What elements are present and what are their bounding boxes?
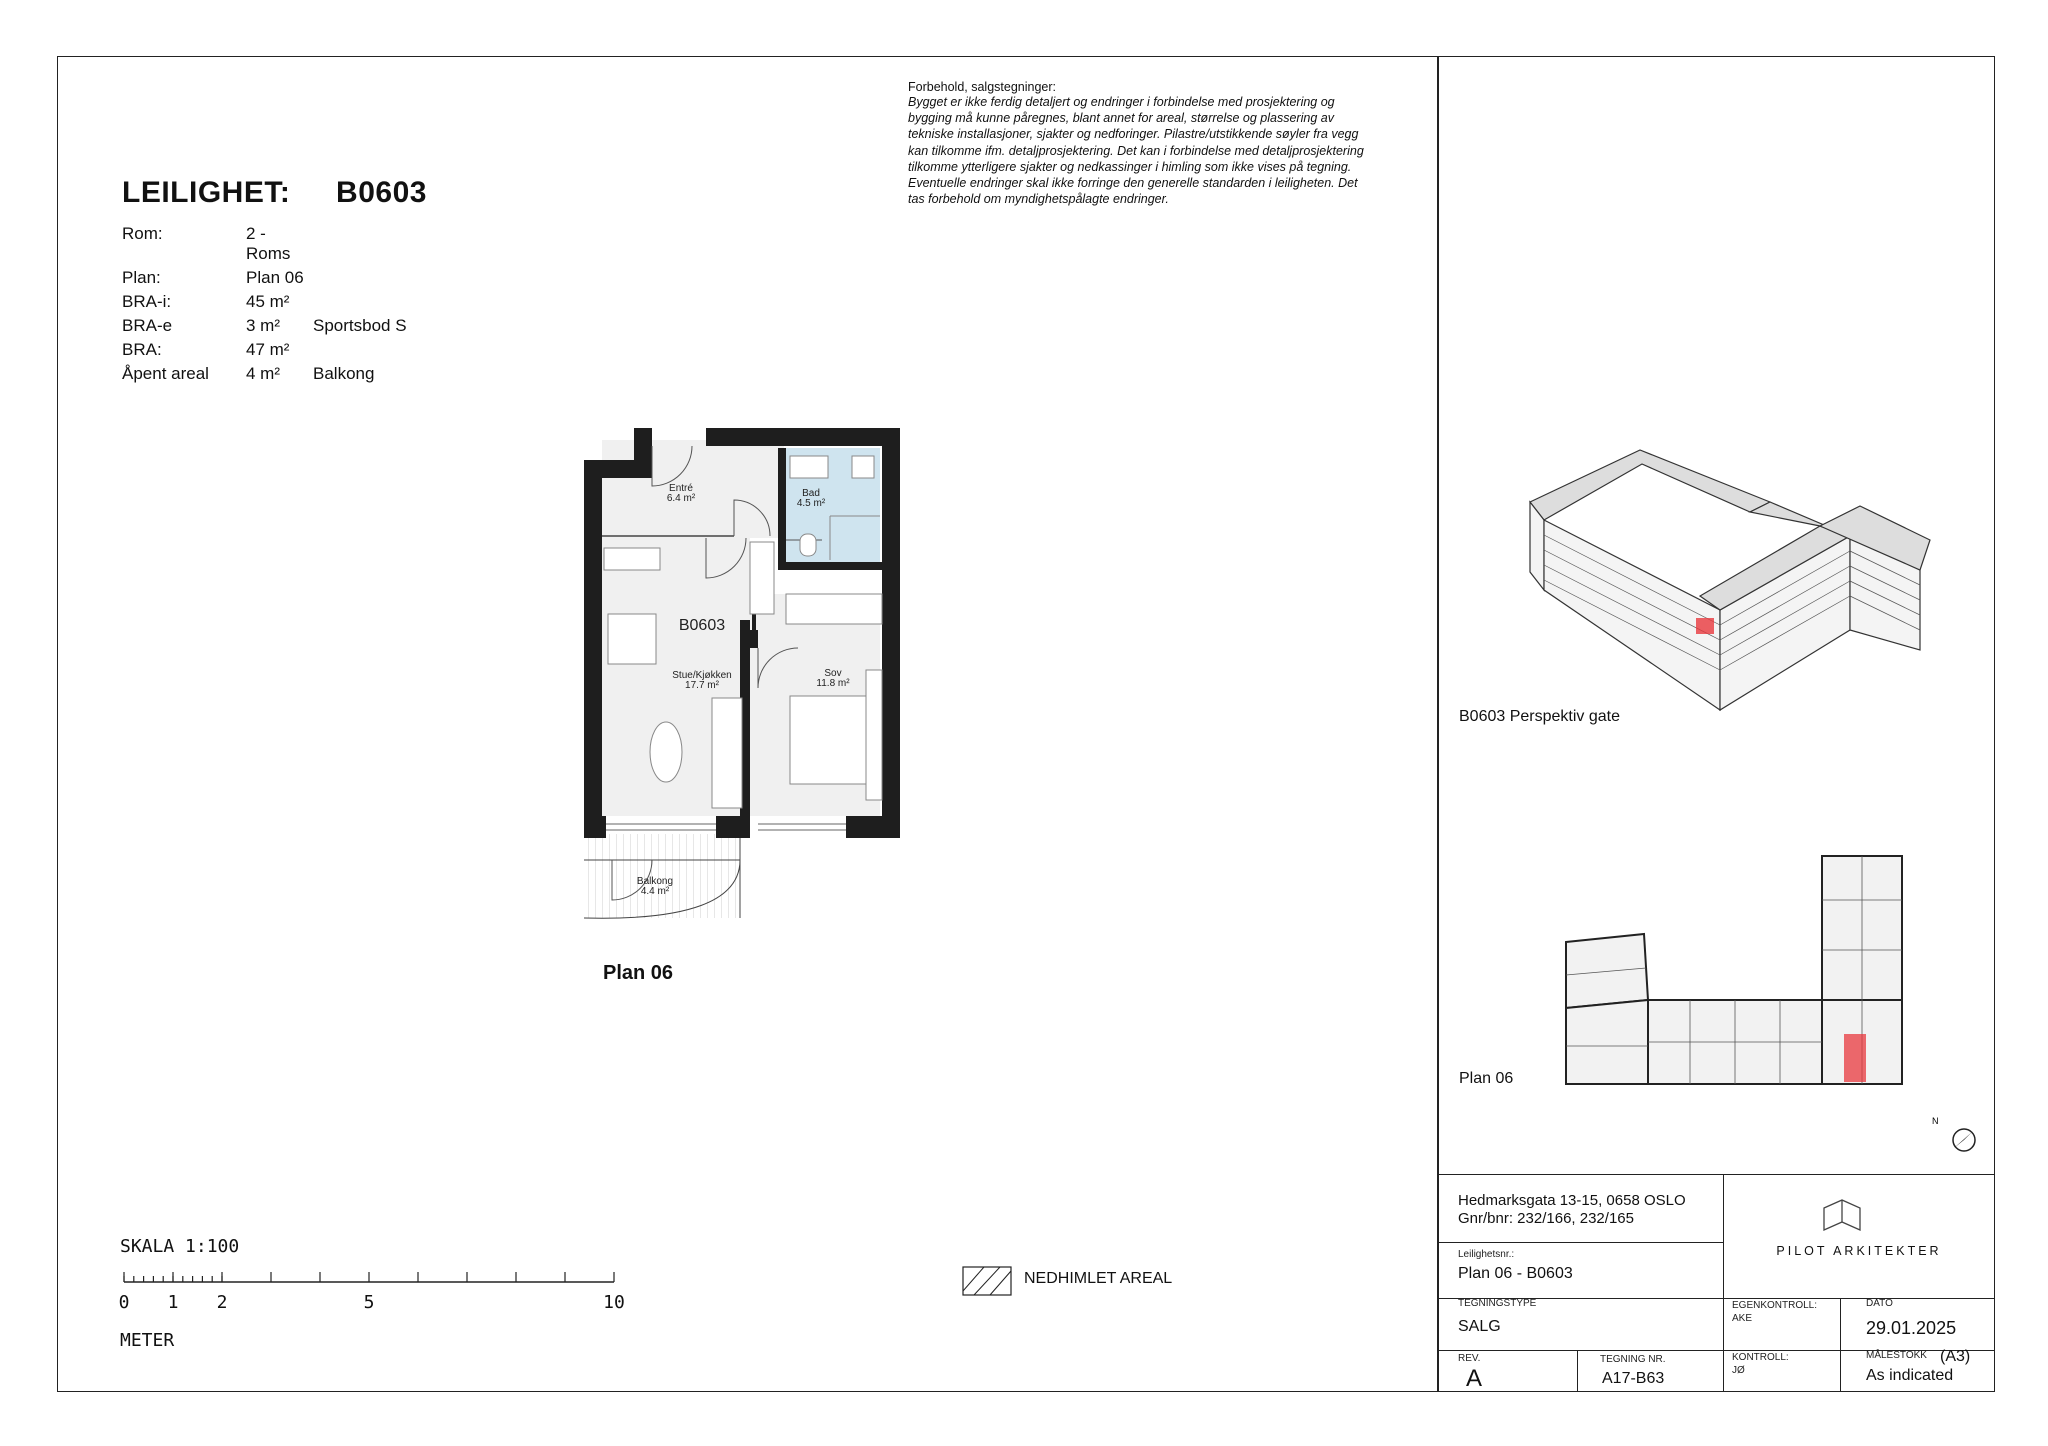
spec-value: 4 m²: [246, 364, 280, 383]
scale-tick-label: 1: [167, 1292, 179, 1312]
spec-row: [122, 340, 407, 364]
unit-label: B0603: [678, 617, 726, 634]
spec-value: 45 m²: [246, 292, 290, 311]
scale-bar: [110, 1262, 630, 1312]
spec-row: [122, 316, 407, 340]
disclaimer-line: tas forbehold om myndighetspålagte endringer.: [908, 192, 1169, 207]
floor-plan: [570, 420, 910, 930]
scale-unit: METER: [120, 1330, 175, 1351]
spec-note: [313, 340, 407, 364]
kontroll-value: JØ: [1732, 1365, 1745, 1376]
disclaimer-block: [908, 80, 1428, 207]
disclaimer-line: kan tilkomme ifm. detaljprosjektering. Det kan i forbindelse med detaljprosjektering: [908, 143, 1364, 158]
drawing-type-value: SALG: [1458, 1318, 1501, 1335]
rev-value: A: [1466, 1365, 1483, 1392]
date-label: DATO: [1866, 1298, 1893, 1309]
key-plan: [1560, 850, 1920, 1090]
spec-row: [122, 364, 407, 388]
unit-highlight: [1844, 1034, 1866, 1082]
drawing-no-value: A17-B63: [1602, 1370, 1665, 1387]
drawing-type-label: TEGNINGSTYPE: [1458, 1298, 1537, 1309]
spec-row: [122, 292, 407, 316]
entre-area: 6.4 m²: [666, 493, 696, 504]
scale-field-value: As indicated: [1866, 1367, 1954, 1384]
stue-area: 17.7 m²: [685, 680, 719, 691]
egenkontroll-value: AKE: [1732, 1313, 1753, 1324]
sov-area: 11.8 m²: [816, 678, 850, 689]
firm-name: PILOT ARKITEKTER: [1776, 1244, 1942, 1258]
spec-value: 2 - Roms: [246, 224, 291, 263]
spec-key: BRA-i:: [122, 292, 172, 311]
address-line: Hedmarksgata 13-15, 0658 OSLO: [1458, 1192, 1686, 1209]
scale-label: SKALA 1:100: [120, 1236, 240, 1257]
egenkontroll-label: EGENKONTROLL:: [1732, 1300, 1818, 1311]
unit-highlight: [1696, 618, 1714, 634]
sheet-divider: [1437, 56, 1439, 1392]
scale-tick-label: 5: [363, 1292, 375, 1312]
spec-row: [122, 268, 407, 292]
bad-label: Bad: [802, 488, 820, 499]
disclaimer-line: bygging må kunne påregnes, blant annet for areal, størrelse og plassering av: [908, 111, 1334, 126]
apartment-heading: [122, 176, 427, 210]
spec-key: BRA:: [122, 340, 162, 359]
unit-no-value: Plan 06 - B0603: [1458, 1265, 1573, 1282]
drawing-no-label: TEGNING NR.: [1600, 1354, 1666, 1365]
entre-label: Entré: [669, 483, 693, 494]
apartment-heading-label: LEILIGHET:: [122, 176, 291, 209]
scale-tick-label: 0: [118, 1292, 130, 1312]
bad-area: 4.5 m²: [796, 498, 826, 509]
apartment-spec-table: [122, 224, 407, 388]
key-plan-caption: Plan 06: [1459, 1070, 1514, 1087]
stue-label: Stue/Kjøkken: [672, 670, 732, 681]
spec-key: Åpent areal: [122, 364, 209, 383]
spec-note: [313, 224, 407, 268]
spec-key: Rom:: [122, 224, 163, 243]
disclaimer-line: Bygget er ikke ferdig detaljert og endringer i forbindelse med prosjektering og: [908, 95, 1335, 109]
spec-note: [313, 292, 407, 316]
balkong-label: Balkong: [636, 876, 674, 887]
spec-row: [122, 224, 407, 268]
scale-field-label: MÅLESTOKK: [1866, 1350, 1927, 1361]
unit-no-label: Leilighetsnr.:: [1458, 1249, 1515, 1260]
project-address: [1458, 1192, 1686, 1228]
floor-plan-caption: Plan 06: [603, 962, 674, 984]
svg-text:N: N: [1932, 1116, 1939, 1126]
disclaimer-line: Eventuelle endringer skal ikke forringe den generelle standarden i leiligheten. Det: [908, 176, 1358, 191]
perspective-caption: B0603 Perspektiv gate: [1459, 708, 1620, 725]
apartment-heading-number: B0603: [336, 176, 427, 209]
address-line: Gnr/bnr: 232/166, 232/165: [1458, 1210, 1634, 1227]
perspective-view: [1520, 440, 1940, 720]
spec-value: 47 m²: [246, 340, 290, 359]
firm-logo-icon: [1822, 1198, 1862, 1232]
spec-note: Balkong: [313, 364, 375, 383]
kontroll-label: KONTROLL:: [1732, 1352, 1789, 1363]
entre-floor: [602, 440, 784, 538]
spec-value: 3 m²: [246, 316, 280, 335]
legend-label: NEDHIMLET AREAL: [1024, 1270, 1173, 1287]
disclaimer-line: tekniske installasjoner, sjakter og nedforinger. Pilastre/utstikkende søyler fra vegg: [908, 127, 1359, 142]
spec-note: [313, 268, 407, 292]
disclaimer-line: tilkomme ytterligere sjakter og nedkassinger i himling som ikke vises på tegning.: [908, 159, 1352, 174]
disclaimer-heading: Forbehold, salgstegninger:: [908, 80, 1057, 94]
date-value: 29.01.2025: [1866, 1318, 1957, 1338]
sov-label: Sov: [824, 668, 842, 679]
scale-tick-label: 10: [603, 1292, 625, 1312]
spec-key: Plan:: [122, 268, 161, 287]
balkong-area: 4.4 m²: [640, 886, 670, 897]
rev-label: REV.: [1458, 1353, 1481, 1364]
spec-key: BRA-e: [122, 316, 173, 335]
paper-size: (A3): [1940, 1348, 1971, 1365]
spec-note: Sportsbod S: [313, 316, 407, 335]
hatch-swatch-icon: [962, 1266, 1012, 1296]
scale-tick-label: 2: [216, 1292, 228, 1312]
north-arrow-icon: [1928, 1112, 1978, 1154]
disclaimer-text: [908, 94, 1428, 207]
spec-value: Plan 06: [246, 268, 304, 287]
